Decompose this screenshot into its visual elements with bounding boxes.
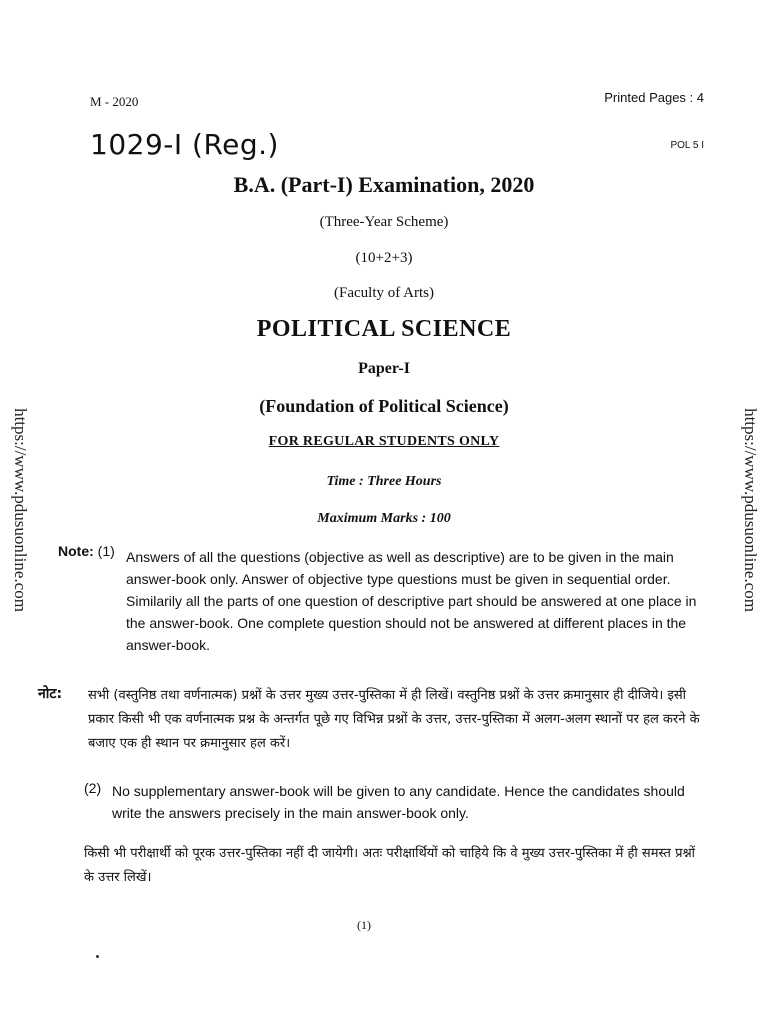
faculty-label: (Faculty of Arts) [334, 285, 434, 301]
page-number: (1) [357, 918, 371, 932]
note-2-number: (2) [84, 780, 102, 796]
subject-title: POLITICAL SCIENCE [256, 316, 512, 342]
paper-name: (Foundation of Political Science) [259, 396, 509, 416]
paper-label: Paper-I [358, 360, 410, 377]
exam-title: B.A. (Part-I) Examination, 2020 [233, 172, 535, 197]
regular-students-label: FOR REGULAR STUDENTS ONLY [268, 434, 500, 449]
hindi-note-label: नोट: [38, 686, 63, 702]
paper-code-small: POL 5 I [670, 140, 704, 151]
watermark-left: https://www.pdusuonline.com [11, 408, 30, 612]
printed-pages: Printed Pages : 4 [604, 90, 704, 105]
note-1-text: Answers of all the questions (objective as well as descriptive) are to be given in the main answer-book only. Answer of objective type questions must be given in sequential order. Similarily all the parts of one question of descriptive part should be answered at one place in the answer-book. One complete question should not be answered at different places in the answer-book. [126, 549, 697, 653]
scan-speck [96, 955, 99, 958]
session-label: M - 2020 [90, 94, 139, 109]
note-label: Note: (1) [58, 543, 115, 559]
scheme-label: (Three-Year Scheme) [319, 214, 449, 230]
hindi-note-2-text: किसी भी परीक्षार्थी को पूरक उत्तर-पुस्तिका नहीं दी जायेगी। अतः परीक्षार्थियों को चाहिये कि वे मुख्य उत्तर-पुस्तिका में ही समस्त प्रश्नों के उत्तर लिखें। [84, 846, 696, 885]
note-2-text: No supplementary answer-book will be given to any candidate. Hence the candidates should write the answers precisely in the main answer-book only. [112, 783, 685, 821]
pattern-label: (10+2+3) [355, 250, 413, 266]
time-label: Time : Three Hours [326, 474, 442, 489]
watermark-right: https://www.pdusuonline.com [741, 408, 760, 612]
hindi-note-1-text: सभी (वस्तुनिष्ठ तथा वर्णनात्मक) प्रश्नों के उत्तर मुख्य उत्तर-पुस्तिका में ही लिखें। वस्तुनिष्ठ प्रश्नों के उत्तर क्रमानुसार ही दीजिये। इसी प्रकार किसी भी एक वर्णनात्मक प्रश्न के अन्तर्गत पूछे गए विभिन्न प्रश्नों के उत्तर, उत्तर-पुस्तिका में अलग-अलग स्थानों पर हल करने के बजाए एक ही स्थान पर क्रमानुसार हल करें। [88, 688, 700, 751]
paper-code: 1029-I (Reg.) [90, 128, 279, 161]
max-marks-label: Maximum Marks : 100 [317, 511, 451, 526]
